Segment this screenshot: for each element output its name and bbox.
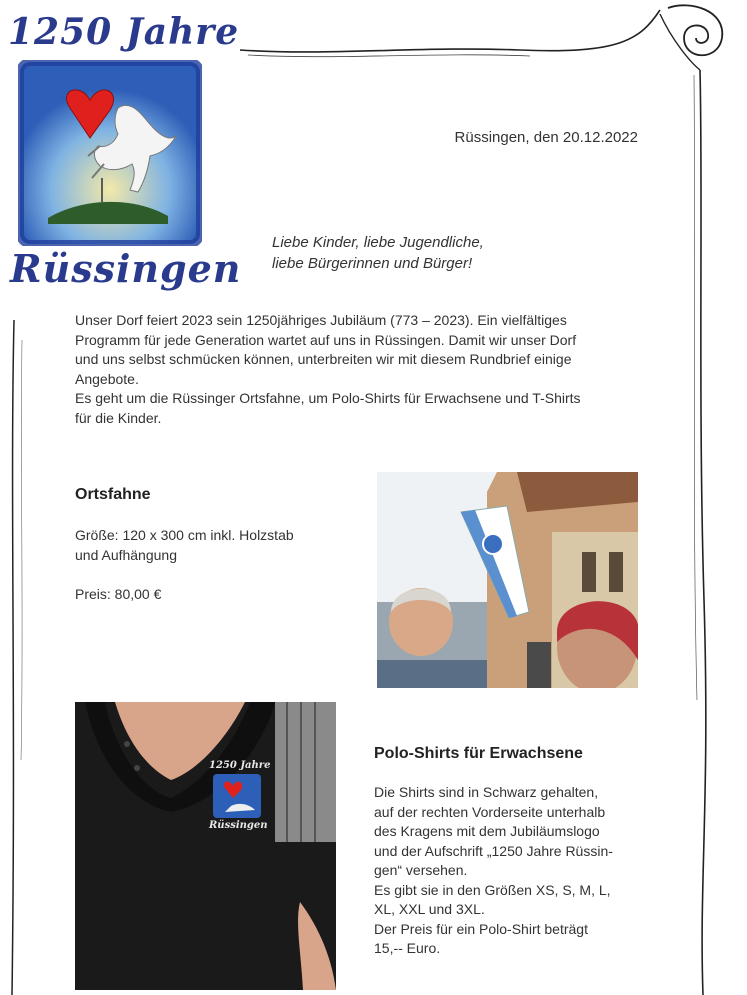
intro-line: Es geht um die Rüssinger Ortsfahne, um Polo-Shirts für Erwachsene und T-Shirts <box>75 390 581 406</box>
polo-line: 15,-- Euro. <box>374 940 441 956</box>
logo-top-text: 1250 Jahre <box>8 11 240 53</box>
polo-line: Der Preis für ein Polo-Shirt beträgt <box>374 920 588 937</box>
polo-line: und der Aufschrift „1250 Jahre Rüssin- <box>374 842 613 859</box>
polo-line: Es gibt sie in den Größen XS, S, M, L, <box>374 881 611 898</box>
intro-line: Programm für jede Generation wartet auf uns in Rüssingen. Damit wir unser Dorf <box>75 331 577 348</box>
flag-photo <box>377 472 638 688</box>
intro-paragraph <box>75 311 645 428</box>
greeting-line-2: liebe Bürgerinnen und Bürger! <box>272 255 473 272</box>
shirt-logo-bottom-text: Rüssingen <box>209 820 268 831</box>
ortsfahne-size-line: und Aufhängung <box>75 546 177 563</box>
polo-line: des Kragens mit dem Jubiläumslogo <box>374 823 600 839</box>
ortsfahne-size-line: Größe: 120 x 300 cm inkl. Holzstab <box>75 527 294 543</box>
intro-line: Unser Dorf feiert 2023 sein 1250jähriges Jubiläum (773 – 2023). Ein vielfältiges <box>75 312 567 328</box>
ortsfahne-details <box>75 526 355 605</box>
date-line: Rüssingen, den 20.12.2022 <box>454 129 638 146</box>
polo-shirt-photo <box>75 702 336 990</box>
ortsfahne-heading: Ortsfahne <box>75 486 151 503</box>
polo-line: gen“ versehen. <box>374 862 468 878</box>
shirt-logo-top-text: 1250 Jahre <box>209 760 271 771</box>
polo-heading: Polo-Shirts für Erwachsene <box>374 745 583 762</box>
intro-line: für die Kinder. <box>75 409 162 426</box>
greeting-line-1: Liebe Kinder, liebe Jugendliche, <box>272 234 484 251</box>
polo-line: XL, XXL und 3XL. <box>374 901 485 917</box>
intro-line: und uns selbst schmücken können, unterbreiten wir mit diesem Rundbrief einige <box>75 351 572 367</box>
polo-line: Die Shirts sind in Schwarz gehalten, <box>374 784 599 800</box>
greeting <box>272 232 484 274</box>
polo-line: auf der rechten Vorderseite unterhalb <box>374 803 606 820</box>
intro-line: Angebote. <box>75 370 139 387</box>
polo-details <box>374 783 664 959</box>
logo-image <box>18 60 202 246</box>
logo-bottom-text: Rüssingen <box>10 246 242 291</box>
ortsfahne-price: Preis: 80,00 € <box>75 586 162 602</box>
